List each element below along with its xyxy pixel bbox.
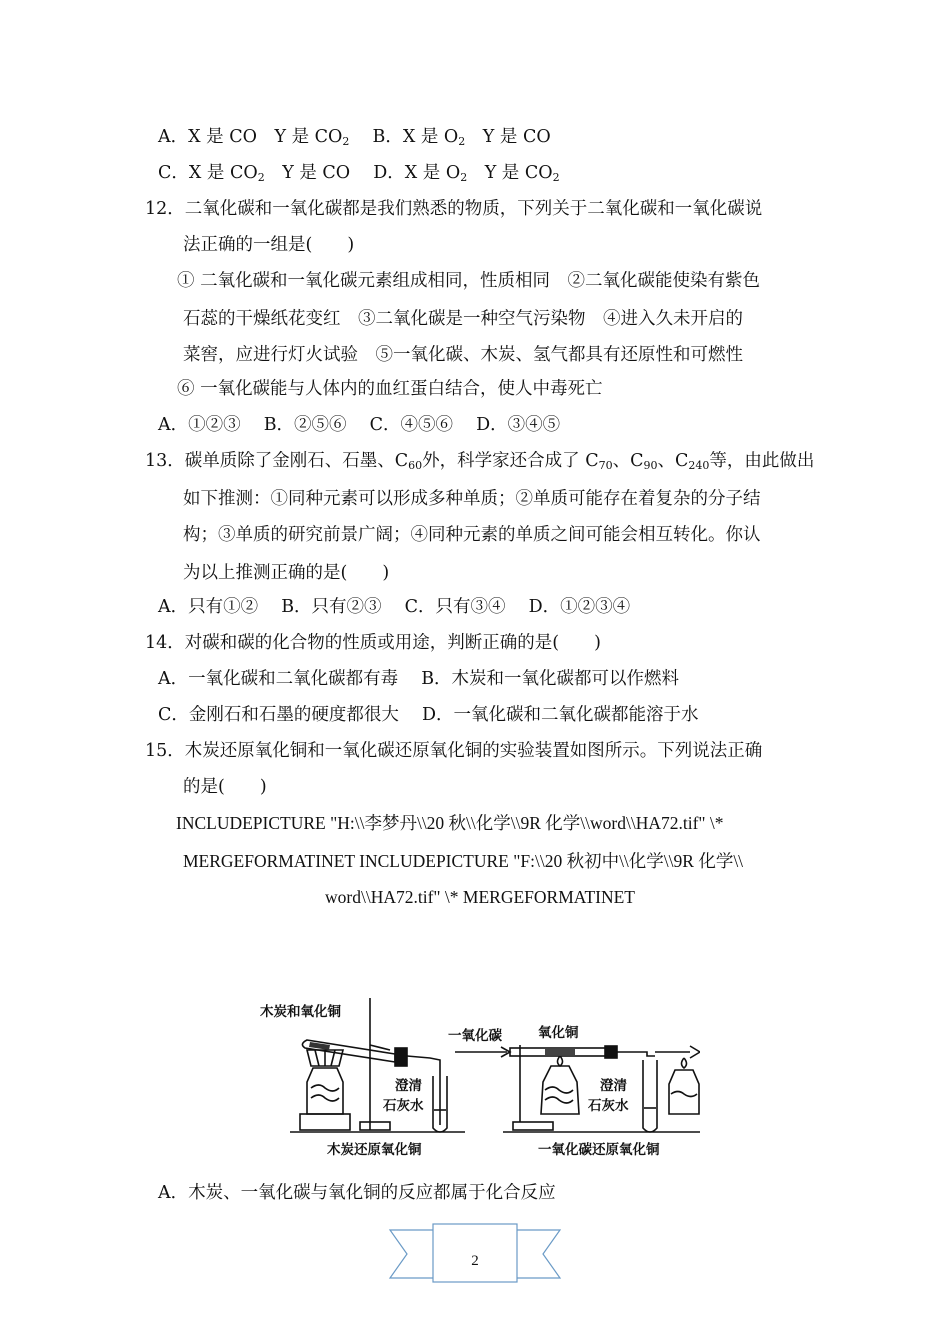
lamp-liquid-right [545,1087,573,1103]
q12-stem-line2: 法正确的一组是( ) [183,235,355,255]
q14-stem: 14．对碳和碳的化合物的性质或用途，判断正确的是( ) [145,633,601,653]
text: 、C [657,451,689,471]
option-text: Y 是 CO [282,163,351,183]
q13-stem-line3: 构；③单质的研究前景广阔；④同种元素的单质之间可能会相互转化。你认 [183,525,761,545]
field-code-line1: INCLUDEPICTURE "H:\\李梦丹\\20 秋\\化学\\9R 化学\\word\\HA72.tif" \* [176,813,724,833]
option-text: X 是 CO [188,127,257,147]
field-code-line3: word\\HA72.tif" \* MERGEFORMATINET [325,887,635,907]
flame-exhaust [682,1058,687,1068]
label-cuo: 氧化铜 [538,1025,579,1041]
option-text: X 是 O [404,163,461,183]
q12-statement-line2: 石蕊的干燥纸花变红 ③二氧化碳是一种空气污染物 ④进入久未开启的 [183,309,743,329]
q12-options: A．①②③ B．②⑤⑥ C．④⑤⑥ D．③④⑤ [158,415,561,435]
text: 外，科学家还合成了 C [422,451,599,471]
stopper-left [395,1048,407,1066]
subscript: 2 [458,135,466,148]
alcohol-lamp-left [307,1068,343,1114]
page-number-ribbon [385,1220,565,1288]
lamp-liquid-exhaust [671,1092,697,1097]
text: 、C [612,451,644,471]
cuo-powder-right [545,1049,575,1055]
text: 13．碳单质除了金刚石、石墨、C [145,451,409,471]
option-text: X 是 CO [188,163,258,183]
subscript: 70 [598,459,613,472]
caption-right: 一氧化碳还原氧化铜 [538,1142,660,1158]
label-charcoal-cuo: 木炭和氧化铜 [260,1004,341,1020]
option-text: Y 是 CO [274,127,343,147]
q15-stem-line2: 的是( ) [183,777,267,797]
mesh-line [315,1050,319,1066]
tube-connector [617,1052,655,1056]
option-text: Y 是 CO [484,163,553,183]
exhaust-nozzle [690,1046,700,1058]
q14-options-ab: A．一氧化碳和二氧化碳都有毒 B．木炭和一氧化碳都可以作燃料 [158,669,680,689]
subscript: 60 [408,459,423,472]
label-co-inlet: 一氧化碳 [448,1028,502,1044]
clamp [370,1045,390,1050]
q12-stem-line1: 12．二氧化碳和一氧化碳都是我们熟悉的物质，下列关于二氧化碳和一氧化碳说 [145,199,763,219]
q15-option-a: A．木炭、一氧化碳与氧化铜的反应都属于化合反应 [158,1183,556,1203]
subscript: 2 [257,171,265,184]
limewater-tube-right [643,1060,657,1132]
ribbon-right-tail [515,1230,560,1278]
stand-base-left [300,1114,350,1130]
page-number: 2 [471,1253,479,1269]
ribbon-left-tail [390,1230,435,1278]
lamp-liquid-left [311,1085,339,1101]
apparatus-figure [255,990,700,1165]
q13-stem-line2: 如下推测：①同种元素可以形成多种单质；②单质可能存在着复杂的分子结 [183,489,761,509]
q13-options: A．只有①② B．只有②③ C．只有③④ D．①②③④ [158,597,631,617]
q11-options-row2 [158,160,560,191]
q14-options-cd: C．金刚石和石墨的硬度都很大 D．一氧化碳和二氧化碳都能溶于水 [158,705,699,725]
subscript: 240 [688,459,710,472]
subscript: 90 [643,459,658,472]
caption-left: 木炭还原氧化铜 [327,1142,422,1158]
q12-statement-line3: 菜窖，应进行灯火试验 ⑤一氧化碳、木炭、氢气都具有还原性和可燃性 [183,345,743,365]
q15-stem-line1: 15．木炭还原氧化铜和一氧化碳还原氧化铜的实验装置如图所示。下列说法正确 [145,741,763,761]
subscript: 2 [460,171,468,184]
option-text: Y 是 CO [482,127,551,147]
iron-stand-foot [360,1122,390,1130]
q12-statement-line4: ⑥ 一氧化碳能与人体内的血红蛋白结合，使人中毒死亡 [177,379,603,399]
option-label: A． [158,127,189,147]
option-label: D． [373,163,405,183]
stand-base-right [513,1122,553,1130]
text: 等，由此做出 [709,451,815,471]
option-label: B． [372,127,403,147]
q13-stem-line4: 为以上推测正确的是( ) [183,563,390,583]
option-text: X 是 O [402,127,459,147]
subscript: 2 [552,171,560,184]
label-limewater-right-1: 澄清 [600,1078,627,1094]
stopper-right [605,1046,617,1058]
field-code-line2: MERGEFORMATINET INCLUDEPICTURE "F:\\20 秋初中\\化学\\9R 化学\\ [183,851,744,871]
flame-right [558,1056,563,1066]
label-limewater-right-2: 石灰水 [588,1098,629,1114]
q12-statement-line1: ① 二氧化碳和一氧化碳元素组成相同，性质相同 ②二氧化碳能使染有紫色 [177,271,761,291]
label-limewater-left-1: 澄清 [395,1078,422,1094]
label-limewater-left-2: 石灰水 [383,1098,424,1114]
q13-stem-line1 [145,448,814,479]
option-label: C． [158,163,189,183]
q11-options-row1 [158,124,551,155]
subscript: 2 [342,135,350,148]
